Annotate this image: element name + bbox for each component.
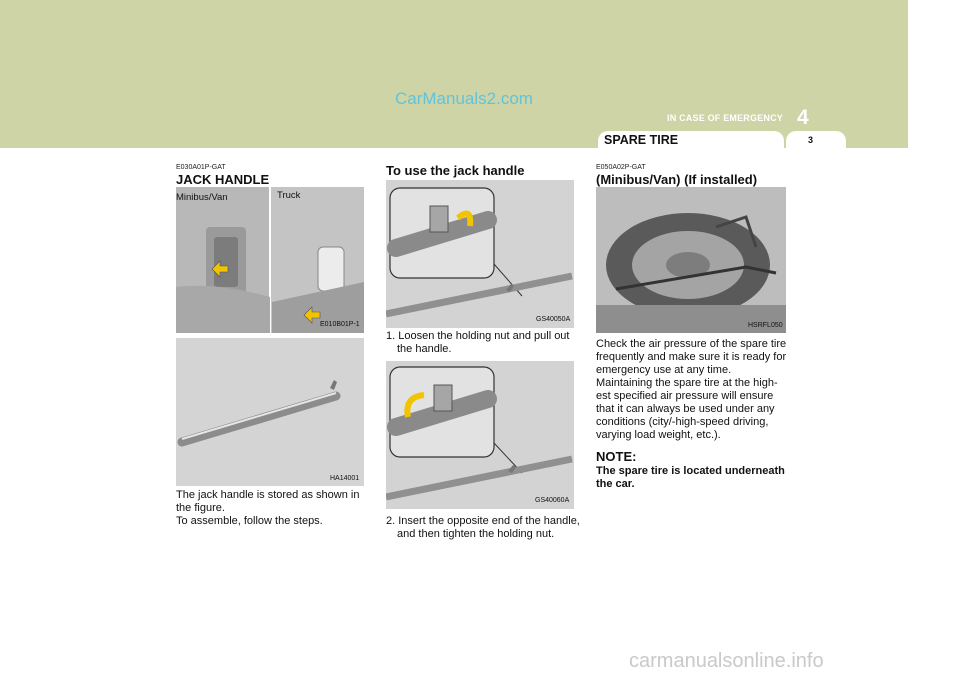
section-label: IN CASE OF EMERGENCY	[667, 113, 784, 123]
body-line: varying load weight, etc.).	[596, 429, 721, 441]
body-line: that it can always be used under any	[596, 403, 775, 415]
note-line: the car.	[596, 478, 635, 490]
photo-caption: GS40050A	[536, 316, 571, 323]
photo-caption: GS40060A	[535, 497, 570, 504]
step-2-text: 2. Insert the opposite end of the handle, and then tighten the holding nut.	[386, 515, 580, 540]
section-code: E050A02P-GAT	[596, 164, 646, 171]
photo-label-truck: Truck	[277, 190, 301, 201]
body-line: emergency use at any time.	[596, 364, 732, 376]
body-line: Maintaining the spare tire at the high-	[596, 377, 778, 389]
photo-caption: HSRFL050	[748, 322, 783, 329]
header-band	[0, 0, 908, 148]
section-tab-title: SPARE TIRE	[604, 133, 679, 147]
photo-label-minibus-van: Minibus/Van	[176, 192, 228, 203]
chapter-number: 4	[797, 106, 809, 129]
jack-handle-photo	[176, 338, 364, 486]
step-1-text: 1. Loosen the holding nut and pull out the handle.	[386, 330, 570, 355]
insert-handle-illustration	[386, 361, 574, 509]
insert-handle-photo	[386, 361, 574, 509]
body-line: To assemble, follow the steps.	[176, 515, 323, 527]
body-line: frequently and make sure it is ready for	[596, 351, 787, 363]
body-line: The jack handle is stored as shown in	[176, 489, 360, 501]
loosen-nut-photo	[386, 180, 574, 328]
body-text	[596, 338, 788, 442]
note-line: The spare tire is located underneath	[596, 465, 785, 477]
section-heading: (Minibus/Van) (If installed)	[596, 172, 758, 187]
section-heading: To use the jack handle	[386, 163, 525, 178]
spare-tire-photo	[596, 187, 786, 333]
note-text	[596, 465, 788, 491]
photo-caption: HA14001	[330, 475, 360, 482]
jack-handle-illustration	[176, 338, 364, 486]
spare-tire-illustration	[596, 187, 786, 333]
section-code: E030A01P-GAT	[176, 164, 226, 171]
watermark-top[interactable]: CarManuals2.com	[395, 89, 533, 108]
page-tab	[786, 131, 846, 148]
section-heading: JACK HANDLE	[176, 172, 270, 187]
body-text	[176, 489, 366, 528]
body-line: the figure.	[176, 502, 225, 514]
jack-storage-photo	[176, 187, 364, 333]
body-line: est specified air pressure will ensure	[596, 390, 774, 402]
photo-caption: E010B01P-1	[320, 321, 360, 328]
body-line: conditions (city/-high-speed driving,	[596, 416, 769, 428]
body-line: Check the air pressure of the spare tire	[596, 338, 787, 350]
page-number: 3	[808, 135, 814, 145]
note-heading: NOTE:	[596, 449, 637, 464]
watermark-bottom[interactable]: carmanualsonline.info	[629, 650, 824, 672]
jack-storage-illustration	[176, 187, 364, 333]
loosen-nut-illustration	[386, 180, 574, 328]
